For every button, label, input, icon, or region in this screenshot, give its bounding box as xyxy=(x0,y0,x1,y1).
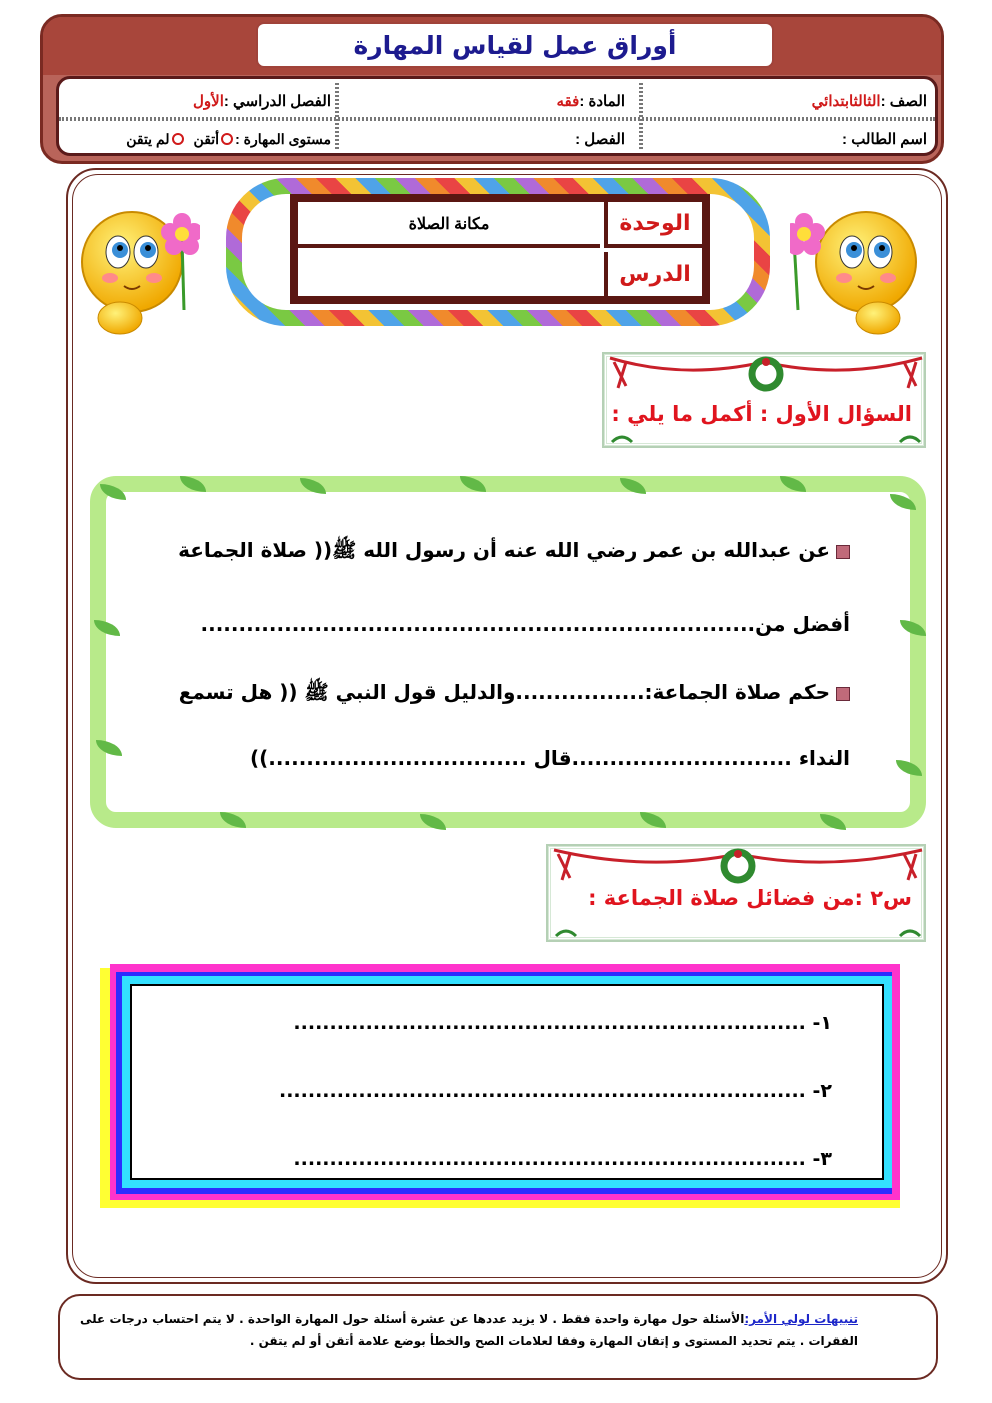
unit-label-cell xyxy=(604,202,702,248)
not-mastered-radio[interactable] xyxy=(172,133,184,145)
student-name-label: اسم الطالب : xyxy=(842,131,927,148)
student-name-cell[interactable] xyxy=(842,125,927,153)
parent-notes xyxy=(58,1294,938,1380)
lesson-value-cell[interactable] xyxy=(298,252,600,296)
skill-level-label: مستوى المهارة : xyxy=(235,130,331,147)
not-mastered-label: لم يتقن xyxy=(126,130,170,147)
semester-label: الفصل الدراسي : xyxy=(223,93,331,110)
question-2-banner xyxy=(546,844,926,942)
grade-label: الصف : xyxy=(880,93,927,110)
semester-cell xyxy=(193,87,331,115)
question-1-frame xyxy=(90,476,926,828)
bullet-icon xyxy=(836,545,850,559)
lesson-label: الدرس xyxy=(619,261,691,287)
question-1-line-3[interactable] xyxy=(179,680,850,709)
mastered-radio[interactable] xyxy=(221,133,233,145)
info-table xyxy=(56,76,938,156)
question-2-heading: س٢ :من فضائل صلاة الجماعة : xyxy=(588,886,912,910)
class-label: الفصل : xyxy=(575,131,625,148)
question-1-line-1 xyxy=(178,538,850,567)
question-1-heading: السؤال الأول : أكمل ما يلي : xyxy=(611,402,912,426)
subject-label: المادة : xyxy=(579,93,625,110)
class-cell[interactable] xyxy=(575,125,625,153)
smiley-flower-icon xyxy=(80,200,200,340)
notes-heading: تنبيهات لولي الأمر: xyxy=(744,1312,858,1326)
info-separator xyxy=(335,83,339,149)
notes-body: الأسئلة حول مهارة واحدة فقط . لا يزيد عددها عن عشرة أسئلة حول المهارة الواحدة . لا يتم احتساب درجات على الفقرات . يتم تحديد المستوى و إتقان المهارة وفقا لعلامات الصح والخطأ بوضع علامة أتقن أو لم يتقن . xyxy=(80,1312,858,1348)
grade-cell xyxy=(812,87,927,115)
info-separator xyxy=(59,117,935,121)
smiley-flower-icon xyxy=(790,200,920,340)
question-1-text-2: أفضل من......................................................................... xyxy=(200,612,850,636)
unit-lesson-table xyxy=(290,194,710,304)
lesson-label-cell xyxy=(604,252,702,296)
unit-label: الوحدة xyxy=(619,210,691,236)
question-1-line-4[interactable] xyxy=(250,746,850,770)
question-1-text-3: حكم صلاة الجماعة:.................والدليل قول النبي ﷺ (( هل تسمع xyxy=(178,680,830,704)
bullet-icon xyxy=(836,687,850,701)
mastered-label: أتقن xyxy=(193,130,220,147)
question-1-text-1: عن عبدالله بن عمر رضي الله عنه أن رسول الله ﷺ(( صلاة الجماعة xyxy=(178,538,830,562)
info-separator xyxy=(639,83,643,149)
answer-line-1[interactable]: ١- ....................................................................... xyxy=(293,1012,832,1034)
answer-line-3[interactable]: ٣- ....................................................................... xyxy=(293,1148,832,1170)
skill-level-cell xyxy=(126,125,331,153)
subject-value: فقه xyxy=(556,93,580,110)
question-1-line-2[interactable] xyxy=(201,612,850,636)
grade-value: الثالثابتدائي xyxy=(811,93,881,110)
notes-text xyxy=(80,1308,858,1352)
semester-value: الأول xyxy=(193,93,224,110)
unit-value-cell[interactable] xyxy=(298,202,600,248)
question-1-banner xyxy=(602,352,926,448)
title-box xyxy=(256,22,774,68)
answer-line-2[interactable]: ٢- ......................................................................... xyxy=(278,1080,832,1102)
question-1-text-4: النداء .............................قال ..................................)) xyxy=(250,746,850,770)
subject-cell xyxy=(557,87,626,115)
unit-value: مكانة الصلاة xyxy=(408,216,490,233)
page-title: أوراق عمل لقياس المهارة xyxy=(353,30,677,60)
